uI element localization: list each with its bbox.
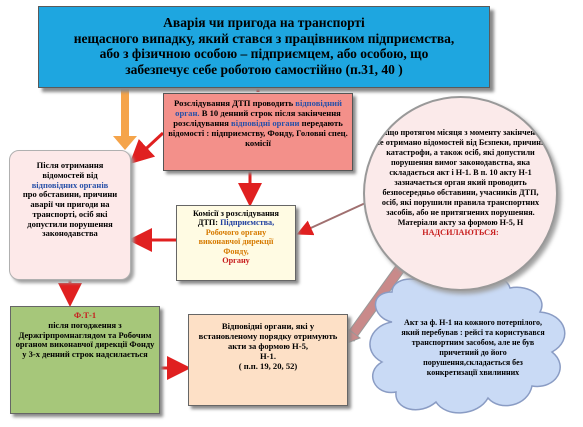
commission-item-fund: Фонду, — [223, 246, 249, 256]
investigation-part-2: В 10 денний строк після закінчення розслідування — [173, 107, 341, 128]
commission-item-body: Органу — [222, 256, 250, 266]
recipients-text: Відповідні органи, які у встановленому порядку отримують акти за формою Н-5, — [198, 321, 338, 351]
left-note-highlight: відповідних органів — [31, 179, 109, 190]
investigation-highlight-1: відповідний орган. — [175, 98, 342, 118]
form-code: Ф.Т-1 — [73, 310, 97, 320]
form-t1-text: після погодження з Держгірпромнаглядом та Робочим органом виконавчої дирекції Фонду у 3-х денний строк надсилається — [15, 319, 155, 360]
left-note-line-1: Після отримання — [36, 160, 104, 170]
left-note-line-2: відомостей від — [42, 169, 98, 180]
title-line-1: Аварія чи пригода на транспорті — [163, 15, 365, 30]
recipients-ref: ( п.п. 19, 20, 52) — [238, 360, 298, 371]
investigation-part-1: Розслідування ДТП проводить — [174, 98, 294, 108]
commission-item-enterprise: Підприємства, — [220, 218, 275, 228]
commission-item-working-body: Робочого органу — [205, 227, 267, 237]
title-line-4: забезпечує себе роботою самостійно (п.31, 40 ) — [125, 61, 403, 77]
circle-text: Якщо протягом місяця з моменту закінчення не отримано відомостей від Бєзпеки, причини катастрофи, а також осіб, які допустили порушення вимог законодавства, яка складається акт і Н-1. В п. 10 акту Н-1 зазначається орган який проводить безпосередньо обставини, учасників ДТП, осіб, які порушили правила транспортних засобів, або не притягнених порушення. Матеріали акту за формою Н-5, Н — [375, 128, 546, 227]
left-note-box — [9, 150, 131, 280]
title-line-2: нещасного випадку, який стався з працівником підприємства, — [73, 30, 455, 46]
orange-arrow-down — [113, 88, 137, 150]
commission-prefix: ДТП: — [197, 218, 219, 228]
commission-item-directorate: виконавчої дирекції — [198, 237, 274, 247]
commission-line-2 — [180, 218, 292, 227]
circle-red-text: НАДСИЛАЮТЬСЯ: — [422, 228, 499, 237]
title-box — [38, 6, 490, 88]
recipients-box — [188, 314, 348, 406]
investigation-box — [163, 93, 353, 171]
form-t1-box — [10, 306, 160, 414]
arrow-investigation-to-left-note — [136, 133, 163, 158]
conditions-circle — [363, 96, 558, 291]
investigation-part-3: передають відомості : підприємству, Фонду, Головні спец. комісії — [168, 117, 348, 148]
commission-box — [176, 205, 296, 281]
title-line-3: або з фізичною особою – підприємцем, або особою, що — [99, 46, 429, 62]
arrow-circle-to-commission — [302, 200, 372, 232]
investigation-highlight-2: відповідні органи — [231, 117, 300, 128]
recipients-line-2: Н-1. — [260, 350, 276, 361]
left-note-rest: про обставини, причини аварії чи пригоди на транспорті, осіб які допустили порушення законодавства — [22, 189, 118, 239]
commission-line-1: Комісії з розслідування — [193, 209, 279, 218]
cloud-text: Акт за ф. Н-1 на кожного потерпілого, який перебував : рейсі та користувався транспортним засобом, але не був причетний до його порушення,складається без конкретизації хвилинних — [401, 318, 545, 377]
